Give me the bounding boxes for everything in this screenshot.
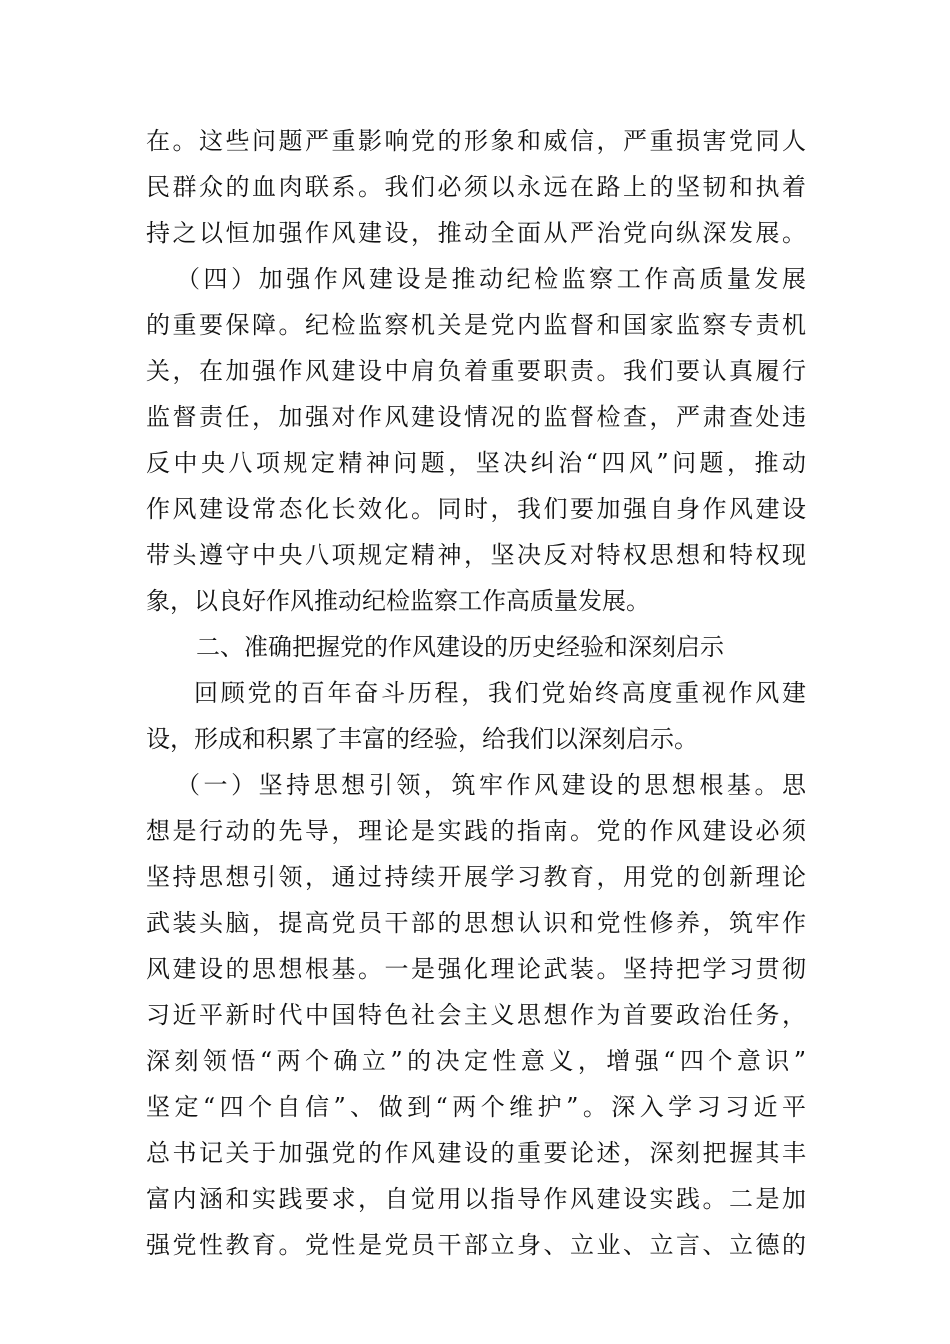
text-line: 的重要保障。纪检监察机关是党内监督和国家监察专责机 [146,311,806,339]
text-line: 关，在加强作风建设中肩负着重要职责。我们要认真履行 [146,357,806,385]
text-line: 富内涵和实践要求，自觉用以指导作风建设实践。二是加 [146,1185,806,1213]
text-line: 想是行动的先导，理论是实践的指南。党的作风建设必须 [146,817,806,845]
section-heading-2: 二、准确把握党的作风建设的历史经验和深刻启示 [196,633,724,661]
text-line: 习近平新时代中国特色社会主义思想作为首要政治任务， [146,1001,806,1029]
text-line: 风建设的思想根基。一是强化理论武装。坚持把学习贯彻 [146,955,806,983]
text-line: 带头遵守中央八项规定精神，坚决反对特权思想和特权现 [146,541,806,569]
text-line: 坚持思想引领，通过持续开展学习教育，用党的创新理论 [146,863,806,891]
section-heading-1-line: （一）坚持思想引领，筑牢作风建设的思想根基。思 [176,771,806,799]
text-line: 深刻领悟“两个确立”的决定性意义，增强“四个意识” [146,1047,806,1075]
text-line: 在。这些问题严重影响党的形象和威信，严重损害党同人 [146,127,806,155]
text-line: 坚定“四个自信”、做到“两个维护”。深入学习习近平 [146,1093,806,1121]
text-line: 作风建设常态化长效化。同时，我们要加强自身作风建设 [146,495,806,523]
paragraph-first-line: 回顾党的百年奋斗历程，我们党始终高度重视作风建 [194,679,806,707]
text-line: 反中央八项规定精神问题，坚决纠治“四风”问题，推动 [146,449,806,477]
text-line: 总书记关于加强党的作风建设的重要论述，深刻把握其丰 [146,1139,806,1167]
text-line: 设，形成和积累了丰富的经验，给我们以深刻启示。 [146,725,698,753]
text-line: 象，以良好作风推动纪检监察工作高质量发展。 [146,587,650,615]
text-line: 监督责任，加强对作风建设情况的监督检查，严肃查处违 [146,403,806,431]
section-heading-4-line: （四）加强作风建设是推动纪检监察工作高质量发展 [176,265,806,293]
text-line: 强党性教育。党性是党员干部立身、立业、立言、立德的 [146,1231,806,1259]
text-line: 武装头脑，提高党员干部的思想认识和党性修养，筑牢作 [146,909,806,937]
text-line: 持之以恒加强作风建设，推动全面从严治党向纵深发展。 [146,219,806,247]
text-line: 民群众的血肉联系。我们必须以永远在路上的坚韧和执着 [146,173,806,201]
body-text [146,118,806,1268]
